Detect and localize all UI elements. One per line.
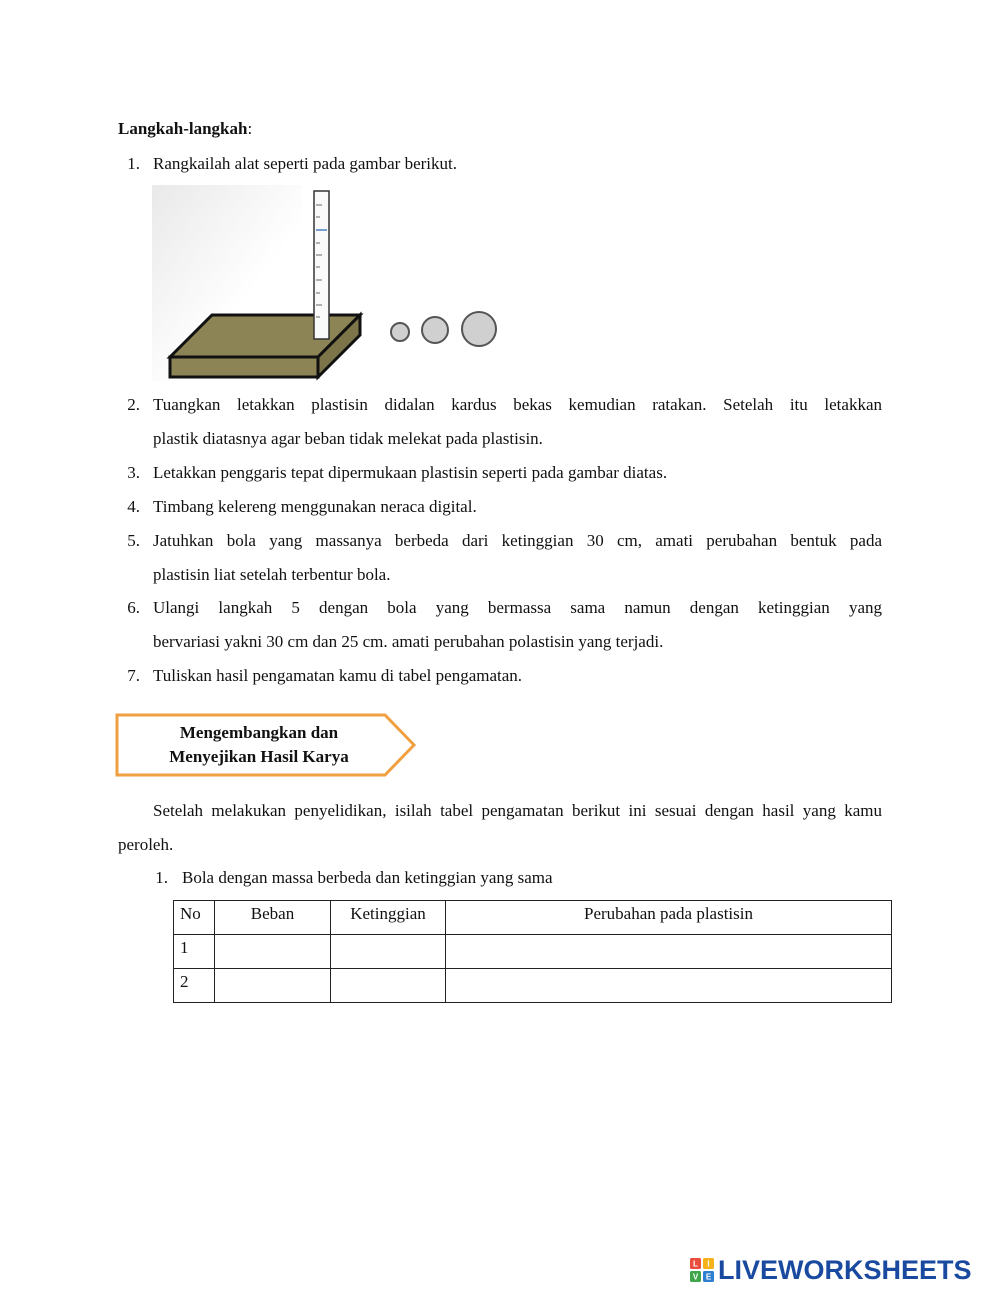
liveworksheets-logo[interactable] [690,1252,972,1288]
table-row [174,969,892,1003]
svg-text:V: V [692,1272,699,1282]
list-item-step-2 [118,388,882,456]
step-number: 1. [127,154,140,173]
list-item-step-6 [118,591,882,659]
list-item-step-1 [118,147,882,181]
step-number: 3. [127,463,140,482]
list-item-step-4 [118,490,882,524]
step-text-line-1: Jatuhkan bola yang massanya berbeda dari ketinggian 30 cm, amati perubahan bentuk pada [153,531,882,550]
header-beban: Beban [215,901,331,935]
sub-item-text: Bola dengan massa berbeda dan ketinggian yang sama [182,868,553,887]
list-item-table-1 [148,861,848,895]
medium-ball [422,317,448,343]
step-text: Rangkailah alat seperti pada gambar berikut. [153,154,457,173]
banner-line-2: Menyejikan Hasil Karya [169,747,349,766]
apparatus-figure [152,185,502,381]
list-item-step-3 [118,456,882,490]
step-text-line-2: plastik diatasnya agar beban tidak melekat pada plastisin. [153,429,543,448]
svg-text:I: I [707,1259,710,1269]
step-text-line-2: bervariasi yakni 30 cm dan 25 cm. amati perubahan polastisin yang terjadi. [153,632,664,651]
svg-text:E: E [705,1272,712,1282]
step-text-line-2: plastisin liat setelah terbentur bola. [153,565,391,584]
large-ball [462,312,496,346]
cell-perubahan-input[interactable] [446,969,892,1003]
cell-ketinggian-input[interactable] [331,935,446,969]
steps-heading-text: Langkah-langkah [118,119,248,138]
table-header-row [174,901,892,935]
liveworksheets-badge-icon [690,1258,714,1282]
step-number: 2. [127,395,140,414]
heading-colon: : [247,119,253,138]
observation-table [173,900,892,1003]
step-number: 7. [127,666,140,685]
step-text: Timbang kelereng menggunakan neraca digital. [153,497,477,516]
header-perubahan: Perubahan pada plastisin [446,901,892,935]
step-number: 6. [127,598,140,617]
table-row [174,935,892,969]
step-text-line-1: Ulangi langkah 5 dengan bola yang bermassa sama namun dengan ketinggian yang [153,598,882,617]
section-banner [114,712,419,778]
cell-ketinggian-input[interactable] [331,969,446,1003]
list-item-step-7 [118,659,882,693]
small-ball [391,323,409,341]
cell-beban-input[interactable] [215,935,331,969]
header-ketinggian: Ketinggian [331,901,446,935]
sub-item-number: 1. [155,868,168,887]
step-text-line-1: Tuangkan letakkan plastisin didalan kardus bekas kemudian ratakan. Setelah itu letakkan [153,395,882,414]
step-number: 4. [127,497,140,516]
cell-no: 2 [174,969,215,1003]
cell-perubahan-input[interactable] [446,935,892,969]
step-text: Letakkan penggaris tepat dipermukaan plastisin seperti pada gambar diatas. [153,463,668,482]
cell-no: 1 [174,935,215,969]
cell-beban-input[interactable] [215,969,331,1003]
step-number: 5. [127,531,140,550]
apparatus-illustration [152,185,502,381]
list-item-step-5 [118,524,882,592]
step-text: Tuliskan hasil pengamatan kamu di tabel pengamatan. [153,666,523,685]
banner-line-1: Mengembangkan dan [179,723,339,742]
instruction-paragraph: Setelah melakukan penyelidikan, isilah tabel pengamatan berikut ini sesuai dengan hasil yang kamu peroleh. [118,801,882,854]
vertical-ruler [314,191,329,339]
svg-text:L: L [693,1259,698,1269]
header-no: No [174,901,215,935]
banner-title [114,712,404,778]
logo-wordmark: LIVEWORKSHEETS [718,1254,972,1285]
steps-heading [118,118,252,140]
